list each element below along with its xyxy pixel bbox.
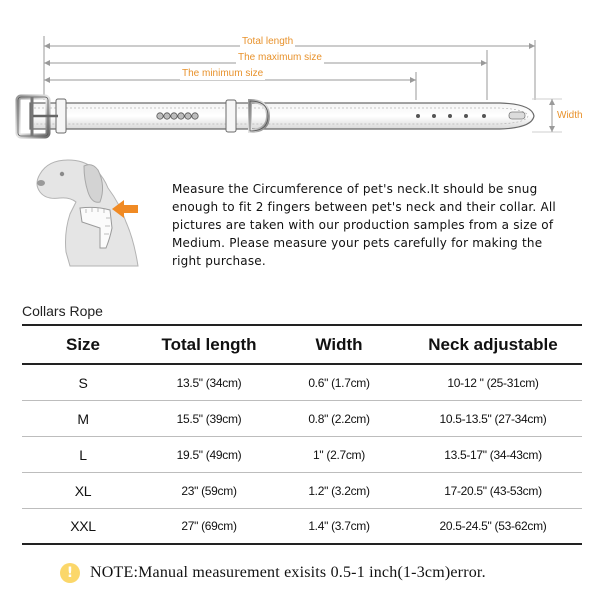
- size-cell: XXL: [70, 518, 96, 534]
- total-length-cell: 19.5" (49cm): [176, 447, 242, 462]
- neck-adjustable-cell: 20.5-24.5" (53-62cm): [439, 519, 547, 533]
- note: [60, 563, 486, 583]
- table-row: [22, 365, 582, 401]
- collar-illustration: [0, 0, 600, 150]
- total-length-cell: 13.5" (34cm): [176, 375, 242, 390]
- size-cell: M: [77, 410, 89, 427]
- warning-icon: !: [60, 563, 80, 583]
- neck-adjustable-cell: 13.5-17" (34-43cm): [444, 447, 542, 462]
- total-length-cell: 23" (59cm): [181, 483, 237, 498]
- width-cell: 1.2" (3.2cm): [308, 483, 370, 498]
- total-length-cell: 27" (69cm): [181, 519, 237, 533]
- header-width: Width: [315, 334, 363, 354]
- size-cell: S: [78, 374, 88, 391]
- measuring-instructions: Measure the Circumference of pet's neck.It should be snug enough to fit 2 fingers between pet's neck and their collar. All pictures are taken with our production samples from a size of Medium. Please measure your pets carefully for making the right purchase.: [172, 182, 556, 268]
- width-cell: 1.4" (3.7cm): [308, 519, 370, 533]
- neck-adjustable-cell: 10-12 " (25-31cm): [447, 375, 539, 390]
- table-row: [22, 437, 582, 473]
- table-caption: Collars Rope: [22, 303, 103, 319]
- dog-neck-icon: [26, 152, 156, 272]
- size-cell: L: [79, 446, 87, 463]
- neck-adjustable-cell: 17-20.5" (43-53cm): [444, 483, 542, 498]
- collar-strap: [30, 103, 534, 129]
- min-size-label: The minimum size: [182, 68, 264, 79]
- table-header-row: [22, 324, 582, 365]
- size-chart-table: [22, 324, 582, 545]
- width-cell: 1" (2.7cm): [313, 447, 365, 462]
- dog-illustration: [26, 152, 156, 272]
- total-length-cell: 15.5" (39cm): [176, 411, 242, 426]
- table-row: [22, 473, 582, 509]
- table-row: [22, 509, 582, 545]
- neck-adjustable-cell: 10.5-13.5" (27-34cm): [439, 411, 547, 426]
- total-length-label: Total length: [242, 36, 294, 47]
- size-cell: XL: [74, 482, 92, 499]
- width-cell: 0.8" (2.2cm): [308, 411, 370, 426]
- header-total-length: Total length: [161, 334, 257, 354]
- header-size: Size: [65, 334, 101, 354]
- note-text: NOTE:Manual measurement exisits 0.5-1 inch(1-3cm)error.: [90, 564, 486, 581]
- max-size-label: The maximum size: [238, 52, 322, 63]
- table-row: [22, 401, 582, 437]
- collar-diagram: [0, 0, 600, 150]
- width-label: Width: [557, 110, 583, 121]
- header-neck-adjustable: Neck adjustable: [428, 334, 558, 354]
- width-cell: 0.6" (1.7cm): [308, 375, 370, 390]
